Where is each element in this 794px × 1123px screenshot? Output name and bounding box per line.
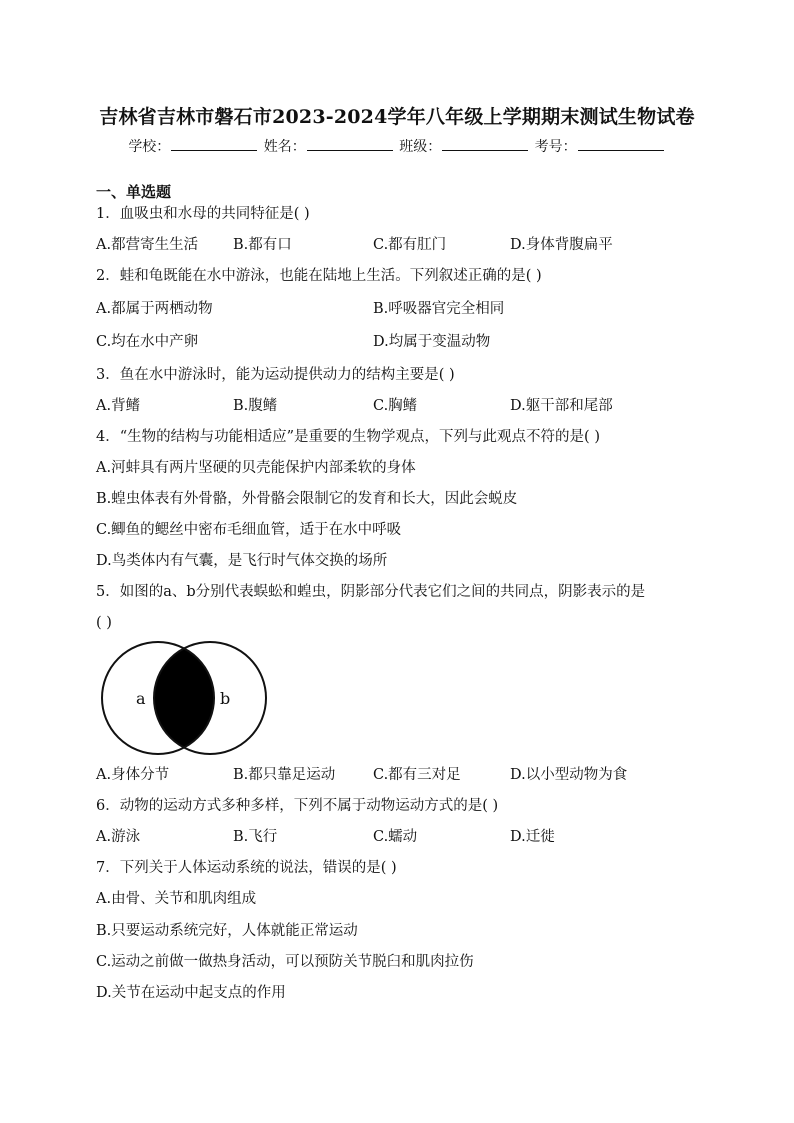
question-6-stem: 6．动物的运动方式多种多样，下列不属于动物运动方式的是( ) [96,798,499,814]
question-2-option-b: B.呼吸器官完全相同 [373,301,505,317]
question-2-option-a: A.都属于两栖动物 [96,301,213,317]
question-5-option-c: C.都有三对足 [373,767,461,783]
question-3-option-b: B.腹鳍 [233,398,278,414]
question-2-option-c: C.均在水中产卵 [96,334,199,350]
question-5-option-d: D.以小型动物为食 [510,767,628,783]
question-1-option-c: C.都有肛门 [373,237,447,253]
name-blank [307,138,393,151]
class-label: 班级： [399,139,442,155]
venn-label-b: b [220,689,231,708]
venn-label-a: a [136,689,146,708]
question-3-stem: 3．鱼在水中游泳时，能为运动提供动力的结构主要是( ) [96,367,455,383]
question-1-option-a: A.都营寄生生活 [96,237,199,253]
class-blank [442,138,528,151]
question-4-option-b: B.蝗虫体表有外骨骼，外骨骼会限制它的发育和长大，因此会蜕皮 [96,491,518,507]
question-4-option-c: C.鲫鱼的鳃丝中密布毛细血管，适于在水中呼吸 [96,522,402,538]
question-7-option-b: B.只要运动系统完好，人体就能正常运动 [96,923,358,939]
question-7-option-d: D.关节在运动中起支点的作用 [96,985,286,1001]
venn-diagram-figure [92,640,276,756]
exam-no-label: 考号： [534,139,577,155]
exam-no-blank [578,138,664,151]
question-6-option-c: C.蠕动 [373,829,418,845]
question-6-option-d: D.迁徙 [510,829,555,845]
question-3-option-d: D.躯干部和尾部 [510,398,613,414]
question-7-option-c: C.运动之前做一做热身活动，可以预防关节脱臼和肌肉拉伤 [96,954,474,970]
question-4-option-d: D.鸟类体内有气囊，是飞行时气体交换的场所 [96,553,388,569]
question-5-option-b: B.都只靠足运动 [233,767,336,783]
question-3-option-c: C.胸鳍 [373,398,418,414]
student-info-line [0,136,794,156]
question-5-stem-continued: ( ) [96,615,112,631]
section-heading: 一、单选题 [96,183,172,201]
question-1-option-d: D.身体背腹扁平 [510,237,613,253]
question-2-option-d: D.均属于变温动物 [373,334,491,350]
question-4-stem: 4．“生物的结构与功能相适应”是重要的生物学观点，下列与此观点不符的是( ) [96,429,600,445]
page-title: 吉林省吉林市磐石市2023-2024学年八年级上学期期末测试生物试卷 [99,106,695,128]
question-1-stem: 1．血吸虫和水母的共同特征是( ) [96,206,310,222]
question-6-option-b: B.飞行 [233,829,278,845]
question-7-stem: 7．下列关于人体运动系统的说法，错误的是( ) [96,860,397,876]
question-7-option-a: A.由骨、关节和肌肉组成 [96,891,257,907]
school-blank [171,138,257,151]
question-4-option-a: A.河蚌具有两片坚硬的贝壳能保护内部柔软的身体 [96,460,416,476]
question-2-stem: 2．蛙和龟既能在水中游泳，也能在陆地上生活。下列叙述正确的是( ) [96,268,542,284]
school-label: 学校： [128,139,171,155]
question-5-stem: 5．如图的a、b分别代表蜈蚣和蝗虫，阴影部分代表它们之间的共同点，阴影表示的是 [96,584,646,600]
question-5-option-a: A.身体分节 [96,767,170,783]
name-label: 姓名： [263,139,306,155]
question-3-option-a: A.背鳍 [96,398,141,414]
question-6-option-a: A.游泳 [96,829,141,845]
question-1-option-b: B.都有口 [233,237,292,253]
